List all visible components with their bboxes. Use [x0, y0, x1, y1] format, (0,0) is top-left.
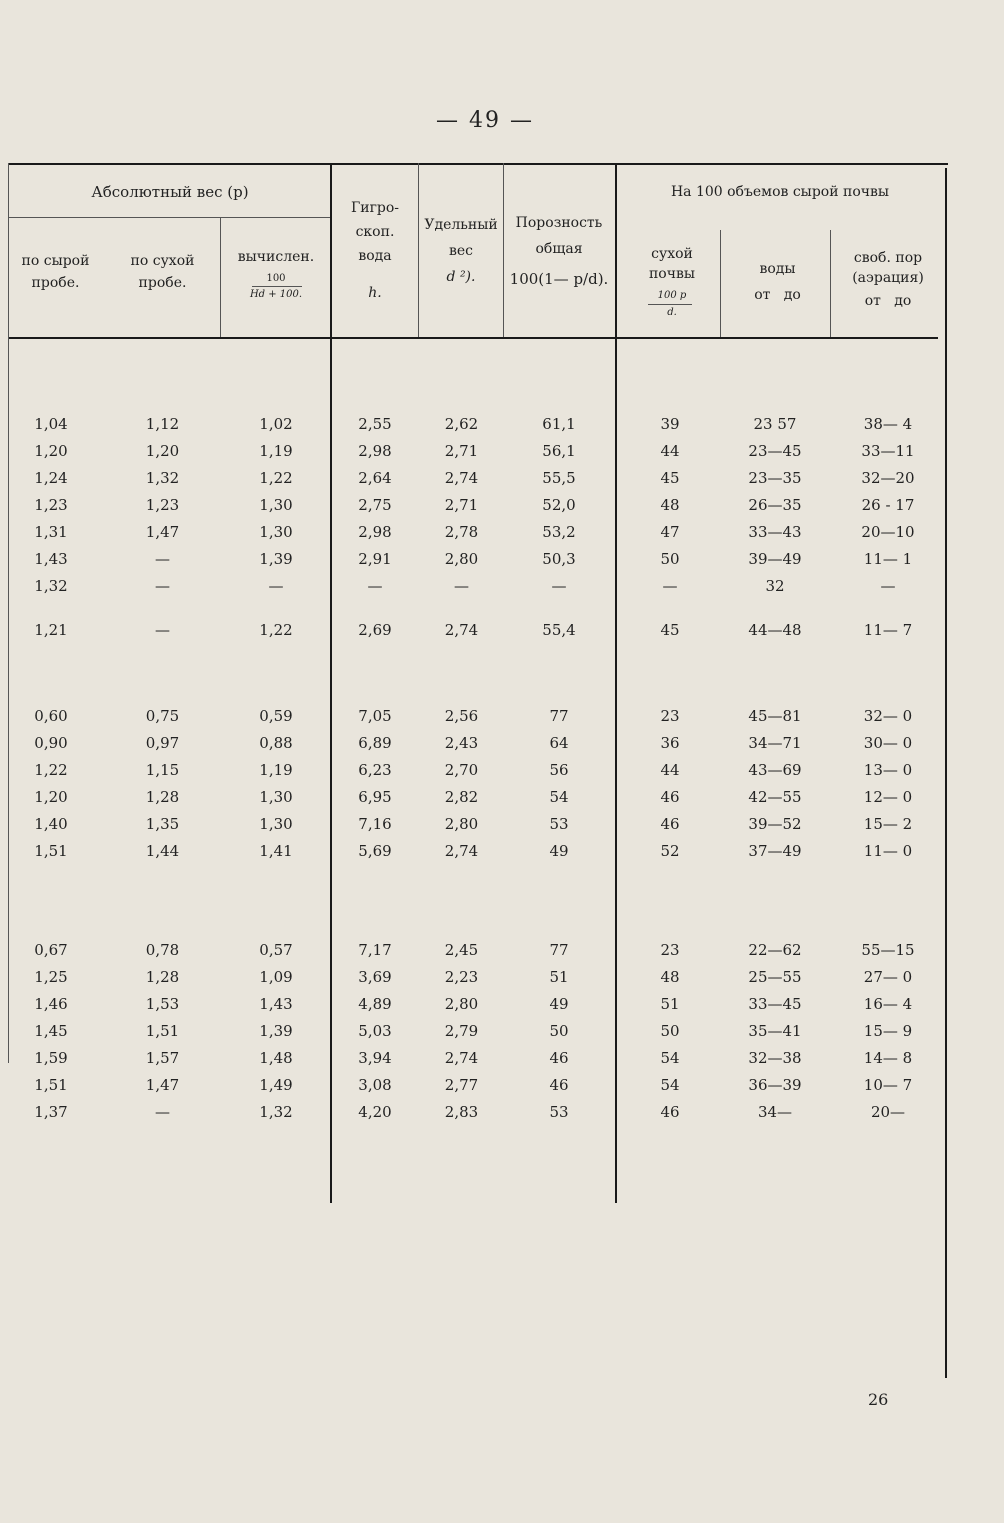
table-cell: 43—69 — [748, 761, 802, 779]
table-cell: 23 — [660, 707, 680, 725]
table-cell: 47 — [660, 523, 680, 541]
table-cell: 46 — [660, 788, 680, 806]
table-cell: 33—11 — [861, 442, 915, 460]
table-cell: 1,20 — [145, 442, 180, 460]
table-cell: 2,74 — [444, 621, 479, 639]
table-cell: 14— 8 — [863, 1049, 913, 1067]
calc-formula-top: 100 — [266, 273, 286, 284]
table-cell: 6,23 — [358, 761, 392, 779]
table-cell: 0,75 — [145, 707, 180, 725]
hygro-header: Гигро-скоп. вода — [350, 200, 400, 264]
table-cell: 2,82 — [444, 788, 479, 806]
col-divider-drysoil — [720, 230, 721, 337]
table-cell: 53 — [549, 1103, 569, 1121]
table-cell: 48 — [660, 496, 680, 514]
table-cell: 2,98 — [358, 442, 392, 460]
free-pores-header: своб. пор (аэрация) — [852, 250, 924, 286]
table-cell: 20—10 — [861, 523, 915, 541]
table-cell: 51 — [660, 995, 680, 1013]
table-cell: 46 — [549, 1049, 569, 1067]
table-top-rule — [8, 163, 948, 165]
spec-weight-header: Удельный вес — [424, 217, 498, 259]
table-cell: 1,37 — [34, 1103, 68, 1121]
table-cell: 2,70 — [444, 761, 479, 779]
table-cell: 1,21 — [34, 621, 68, 639]
table-cell: 39—52 — [748, 815, 802, 833]
table-cell: 50 — [660, 550, 680, 568]
table-cell: 77 — [549, 941, 569, 959]
table-cell: 4,89 — [358, 995, 392, 1013]
table-cell: 1,57 — [145, 1049, 180, 1067]
table-cell: 0,90 — [34, 734, 68, 752]
table-cell: 0,59 — [259, 707, 293, 725]
table-cell: 0,57 — [259, 941, 293, 959]
table-cell: 11— 7 — [863, 621, 913, 639]
table-cell: 2,80 — [444, 815, 479, 833]
table-cell: 15— 9 — [863, 1022, 913, 1040]
table-cell: 32—20 — [861, 469, 915, 487]
table-cell: 23 — [660, 941, 680, 959]
dry-soil-header: сухой почвы — [648, 246, 696, 282]
table-cell: 50 — [549, 1022, 569, 1040]
abs-weight-subrule — [8, 217, 330, 218]
table-cell: 1,20 — [34, 788, 68, 806]
table-right-border — [945, 168, 947, 1378]
water-range-header: от до — [754, 287, 801, 303]
table-cell: 2,80 — [444, 995, 479, 1013]
table-cell: 50 — [660, 1022, 680, 1040]
table-cell: 11— 0 — [863, 842, 913, 860]
table-cell: 46 — [660, 815, 680, 833]
table-cell: 1,19 — [259, 761, 293, 779]
porosity-formula: 100(1— p/d). — [509, 270, 609, 288]
table-cell: 1,30 — [259, 523, 293, 541]
table-cell: 50,3 — [542, 550, 576, 568]
calc-formula-bottom: Hd + 100. — [249, 289, 303, 300]
table-cell: 1,20 — [34, 442, 68, 460]
water-header: воды — [759, 261, 796, 277]
table-cell: 0,97 — [145, 734, 180, 752]
table-cell: 26 - 17 — [861, 496, 915, 514]
table-cell: 2,91 — [358, 550, 392, 568]
table-cell: 1,39 — [259, 550, 293, 568]
table-cell: 1,22 — [34, 761, 68, 779]
table-cell: 2,74 — [444, 1049, 479, 1067]
table-cell: 16— 4 — [863, 995, 913, 1013]
table-cell: 37—49 — [748, 842, 802, 860]
porosity-header: Порозность общая — [515, 215, 603, 257]
table-cell: 36—39 — [748, 1076, 802, 1094]
table-cell: 13— 0 — [863, 761, 913, 779]
table-cell: 2,98 — [358, 523, 392, 541]
table-cell: 5,69 — [358, 842, 392, 860]
table-cell: 3,94 — [358, 1049, 392, 1067]
table-cell: — — [367, 577, 383, 595]
table-cell: 30— 0 — [863, 734, 913, 752]
table-cell: 1,49 — [259, 1076, 293, 1094]
table-cell: 26—35 — [748, 496, 802, 514]
table-cell: 1,02 — [259, 415, 293, 433]
hygro-symbol: h. — [368, 285, 382, 301]
table-cell: 23 57 — [753, 415, 797, 433]
table-cell: 2,56 — [444, 707, 479, 725]
table-cell: 22—62 — [748, 941, 802, 959]
table-cell: 32—38 — [748, 1049, 802, 1067]
table-cell: 1,43 — [34, 550, 68, 568]
table-cell: 44—48 — [748, 621, 802, 639]
table-cell: 3,69 — [358, 968, 392, 986]
table-cell: 12— 0 — [863, 788, 913, 806]
table-cell: 1,39 — [259, 1022, 293, 1040]
table-cell: 1,32 — [259, 1103, 293, 1121]
table-cell: 2,79 — [444, 1022, 479, 1040]
table-cell: 2,77 — [444, 1076, 479, 1094]
table-cell: 2,69 — [358, 621, 392, 639]
table-cell: 15— 2 — [863, 815, 913, 833]
col-divider-main-right — [615, 163, 617, 1203]
table-cell: 52 — [660, 842, 680, 860]
table-cell: 39 — [660, 415, 680, 433]
table-cell: — — [880, 577, 896, 595]
col-divider-water — [830, 230, 831, 337]
table-cell: — — [454, 577, 469, 595]
table-cell: 1,51 — [34, 842, 68, 860]
table-cell: 42—55 — [748, 788, 802, 806]
table-cell: 1,19 — [259, 442, 293, 460]
drysoil-formula-rule — [648, 304, 692, 305]
table-cell: 36 — [660, 734, 680, 752]
table-cell: 39—49 — [748, 550, 802, 568]
table-cell: 7,17 — [358, 941, 392, 959]
table-cell: 1,53 — [145, 995, 180, 1013]
table-cell: 2,23 — [444, 968, 479, 986]
table-cell: 1,30 — [259, 788, 293, 806]
table-cell: 1,32 — [34, 577, 68, 595]
table-cell: — — [662, 577, 678, 595]
table-cell: 20— — [870, 1103, 906, 1121]
table-cell: 61,1 — [542, 415, 576, 433]
table-cell: 1,32 — [145, 469, 180, 487]
table-cell: — — [155, 1103, 170, 1121]
header-bottom-rule — [8, 337, 938, 339]
table-cell: 34—71 — [748, 734, 802, 752]
table-cell: 2,45 — [444, 941, 479, 959]
table-cell: 33—45 — [748, 995, 802, 1013]
table-cell: 45 — [660, 469, 680, 487]
table-cell: 2,64 — [358, 469, 392, 487]
table-cell: 7,16 — [358, 815, 392, 833]
table-cell: 2,74 — [444, 842, 479, 860]
spec-weight-symbol: d ²). — [446, 269, 476, 285]
table-cell: 7,05 — [358, 707, 392, 725]
raw-sample-header: по сырой пробе. — [21, 253, 90, 291]
free-range-header: от до — [864, 293, 912, 309]
table-cell: 2,71 — [444, 442, 479, 460]
table-cell: 2,62 — [444, 415, 479, 433]
table-cell: 0,67 — [34, 941, 68, 959]
table-cell: 1,47 — [145, 1076, 180, 1094]
table-cell: 2,55 — [358, 415, 392, 433]
table-cell: 2,80 — [444, 550, 479, 568]
table-cell: 1,46 — [34, 995, 68, 1013]
table-cell: 1,25 — [34, 968, 68, 986]
table-cell: 2,83 — [444, 1103, 479, 1121]
table-cell: 0,88 — [259, 734, 293, 752]
table-cell: 1,04 — [34, 415, 68, 433]
table-cell: 56 — [549, 761, 569, 779]
calc-formula-rule — [252, 286, 302, 287]
table-cell: 64 — [549, 734, 569, 752]
table-cell: 1,24 — [34, 469, 68, 487]
table-cell: 25—55 — [748, 968, 802, 986]
abs-weight-header: Абсолютный вес (p) — [91, 183, 249, 201]
table-cell: 2,43 — [444, 734, 479, 752]
table-cell: 0,78 — [145, 941, 180, 959]
table-cell: 45 — [660, 621, 680, 639]
dry-soil-formula-bottom: d. — [667, 307, 677, 318]
table-cell: 1,23 — [145, 496, 180, 514]
table-cell: 11— 1 — [863, 550, 913, 568]
table-cell: 54 — [549, 788, 569, 806]
table-cell: 2,75 — [358, 496, 392, 514]
table-cell: 1,23 — [34, 496, 68, 514]
table-cell: 35—41 — [748, 1022, 802, 1040]
table-cell: 1,31 — [34, 523, 68, 541]
table-cell: — — [155, 550, 170, 568]
table-cell: 3,08 — [358, 1076, 392, 1094]
dry-sample-header: по сухой пробе. — [130, 253, 195, 291]
table-cell: 1,59 — [34, 1049, 68, 1067]
table-cell: 52,0 — [542, 496, 576, 514]
table-cell: — — [551, 577, 567, 595]
col-divider-spec — [503, 163, 504, 337]
table-cell: — — [268, 577, 284, 595]
per-100-volumes-header: На 100 объемов сырой почвы — [670, 184, 890, 200]
table-cell: 32 — [765, 577, 785, 595]
table-cell: 1,09 — [259, 968, 293, 986]
table-cell: 56,1 — [542, 442, 576, 460]
table-cell: 34— — [757, 1103, 793, 1121]
table-cell: 33—43 — [748, 523, 802, 541]
table-cell: 1,47 — [145, 523, 180, 541]
table-cell: 53,2 — [542, 523, 576, 541]
table-cell: 46 — [660, 1103, 680, 1121]
left-border — [8, 163, 9, 1063]
table-cell: 2,78 — [444, 523, 479, 541]
table-cell: 1,51 — [145, 1022, 180, 1040]
table-cell: — — [155, 577, 170, 595]
dry-soil-formula-top: 100 p — [657, 290, 687, 301]
table-cell: 48 — [660, 968, 680, 986]
table-cell: 1,30 — [259, 496, 293, 514]
calculated-header: вычислен. — [237, 249, 315, 265]
table-cell: 1,22 — [259, 469, 293, 487]
table-cell: 6,95 — [358, 788, 392, 806]
page-header-number: — 49 — — [436, 108, 534, 133]
table-cell: 44 — [660, 442, 680, 460]
table-cell: 46 — [549, 1076, 569, 1094]
table-cell: 1,28 — [145, 968, 180, 986]
table-cell: 55—15 — [861, 941, 915, 959]
table-cell: 54 — [660, 1076, 680, 1094]
table-cell: 4,20 — [358, 1103, 392, 1121]
table-cell: 44 — [660, 761, 680, 779]
table-cell: 54 — [660, 1049, 680, 1067]
table-cell: 38— 4 — [863, 415, 913, 433]
table-cell: 1,28 — [145, 788, 180, 806]
table-cell: 1,40 — [34, 815, 68, 833]
table-cell: 55,5 — [542, 469, 576, 487]
table-cell: 45—81 — [748, 707, 802, 725]
table-cell: 51 — [549, 968, 569, 986]
col-divider-hygro — [418, 163, 419, 337]
col-divider-calc — [220, 217, 221, 337]
table-cell: 49 — [549, 842, 569, 860]
table-cell: 6,89 — [358, 734, 392, 752]
table-cell: 27— 0 — [863, 968, 913, 986]
table-cell: 1,30 — [259, 815, 293, 833]
table-cell: 53 — [549, 815, 569, 833]
table-cell: 1,48 — [259, 1049, 293, 1067]
table-cell: 32— 0 — [863, 707, 913, 725]
table-cell: 5,03 — [358, 1022, 392, 1040]
col-divider-main-left — [330, 163, 332, 1203]
table-cell: 1,22 — [259, 621, 293, 639]
footer-page-number: 26 — [868, 1390, 889, 1409]
table-cell: 1,45 — [34, 1022, 68, 1040]
table-cell: 1,41 — [259, 842, 293, 860]
table-cell: 1,15 — [145, 761, 180, 779]
table-cell: 2,71 — [444, 496, 479, 514]
table-cell: 1,12 — [145, 415, 180, 433]
table-cell: 0,60 — [34, 707, 68, 725]
table-cell: 55,4 — [542, 621, 576, 639]
table-cell: 1,35 — [145, 815, 180, 833]
table-cell: — — [155, 621, 170, 639]
table-cell: 1,51 — [34, 1076, 68, 1094]
table-cell: 23—45 — [748, 442, 802, 460]
table-cell: 1,44 — [145, 842, 180, 860]
table-cell: 23—35 — [748, 469, 802, 487]
table-cell: 49 — [549, 995, 569, 1013]
table-cell: 1,43 — [259, 995, 293, 1013]
table-cell: 2,74 — [444, 469, 479, 487]
table-cell: 10— 7 — [863, 1076, 913, 1094]
table-cell: 77 — [549, 707, 569, 725]
